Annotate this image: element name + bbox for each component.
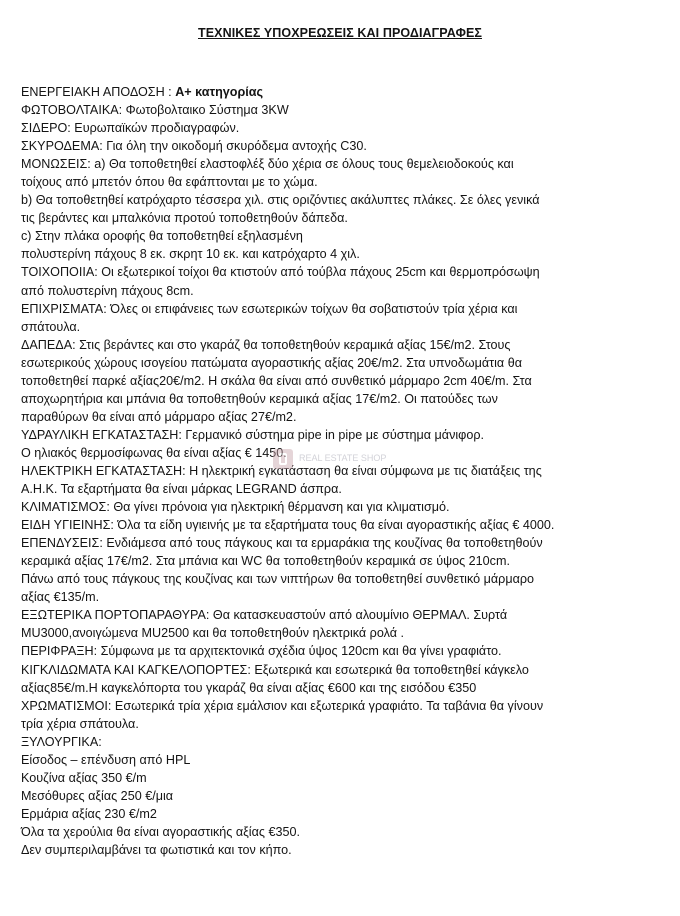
document-line [21,336,661,354]
document-line [21,642,661,660]
document-line [21,209,661,227]
document-line-text: ΥΔΡΑΥΛΙΚΗ ΕΓΚΑΤΑΣΤΑΣΗ: Γερμανικό σύστημα pipe in pipe με σύστημα μάνιφορ. [21,427,484,442]
document-line [21,191,661,209]
document-line-text: ΜΟΝΩΣΕΙΣ: a) Θα τοποθετηθεί ελαστοφλέξ δύο χέρια σε όλους τους θεμελειοδοκούς και [21,157,514,172]
document-line-text: Δεν συμπεριλαμβάνει τα φωτιστικά και τον κήπο. [21,842,292,857]
document-line-text: ΕΞΩΤΕΡΙΚΑ ΠΟΡΤΟΠΑΡΑΘΥΡΑ: Θα κατασκευαστούν από αλουμίνιο ΘΕΡΜΑΛ. Συρτά [21,608,508,623]
document-line-text: Μεσόθυρες αξίας 250 €/μια [21,788,174,803]
document-line [21,408,661,426]
document-line [21,588,661,606]
document-line-text: b) Θα τοποθετηθεί κατρόχαρτο τέσσερα χιλ. στις οριζόντιες ακάλυπτες πλάκες. Σε όλες γενικά [21,193,540,208]
document-line-text: ΦΩΤΟΒΟΛΤΑΙΚΑ: Φωτοβολταικο Σύστημα 3KW [21,103,289,118]
document-line [21,354,661,372]
document-line-text: αξίας85€/m.Η καγκελόπορτα του γκαράζ θα είναι αξίας €600 και της εισόδου €350 [21,680,477,695]
document-line [21,661,661,679]
document-line-text: σπάτουλα. [21,319,81,334]
document-line-text: Όλα τα χερούλια θα είναι αγοραστικής αξίας €350. [21,824,300,839]
document-line [21,300,661,318]
energy-rating: A+ κατηγορίας [175,85,264,99]
document-line [21,263,661,281]
document-line [21,444,661,462]
document-line-text: ΧΡΩΜΑΤΙΣΜΟΙ: Εσωτερικά τρία χέρια εμάλσιον και εξωτερικά γραφιάτο. Τα ταβάνια θα γίνουν [21,698,544,713]
document-line-text: από πολυστερίνη πάχους 8cm. [21,283,194,298]
document-line [21,462,661,480]
document-line-text: ΚΛΙΜΑΤΙΣΜΟΣ: Θα γίνει πρόνοια για ηλεκτρική θέρμανση και για κλιματισμό. [21,500,450,515]
document-line-text: ΣΙΔΕΡΟ: Ευρωπαϊκών προδιαγραφών. [21,121,240,136]
document-line-text: παραθύρων θα είναι από μάρμαρο αξίας 27€/m2. [21,409,297,424]
document-line [21,841,661,859]
document-line-text: κεραμικά αξίας 17€/m2. Στα μπάνια και WC θα τοποθετηθούν κεραμικά σε ύψος 210cm. [21,554,510,569]
document-line-text: Α.Η.Κ. Τα εξαρτήματα θα είναι μάρκας LEGRAND άσπρα. [21,482,342,497]
document-line-text: ΔΑΠΕΔΑ: Στις βεράντες και στο γκαράζ θα τοποθετηθούν κεραμικά αξίας 15€/m2. Στους [21,337,511,352]
document-line-text: εσωτερικούς χώρους ισογείου πατώματα αγοραστικής αξίας 20€/m2. Στα υπνοδωμάτια θα [21,355,522,370]
document-line [21,498,661,516]
document-line-text: ΗΛΕΚΤΡΙΚΗ ΕΓΚΑΤΑΣΤΑΣΗ: Η ηλεκτρική εγκατάσταση θα είναι σύμφωνα με τις διατάξεις της [21,463,542,478]
document-line-text: τοποθετηθεί παρκέ αξίας20€/m2. Η σκάλα θα είναι από συνθετικό μάρμαρο 2cm 40€/m. Στα [21,373,532,388]
document-line [21,552,661,570]
document-line [21,787,661,805]
document-line-text: ΤΟΙΧΟΠΟΙΙΑ: Οι εξωτερικοί τοίχοι θα κτιστούν από τούβλα πάχους 25cm και θερμοπρόσωψη [21,265,540,280]
document-line [21,733,661,751]
document-line [21,282,661,300]
document-line-text: ΞΥΛΟΥΡΓΙΚΑ: [21,734,102,749]
document-line-text: Ο ηλιακός θερμοσίφωνας θα είναι αξίας € 1450. [21,445,287,460]
document-line-text: Πάνω από τους πάγκους της κουζίνας και των νιπτήρων θα τοποθετηθεί συνθετικό μάρμαρο [21,572,535,587]
document-line-text: τις βεράντες και μπαλκόνια προτού τοποθετηθούν δάπεδα. [21,211,348,226]
document-line [21,480,661,498]
document-title: ΤΕΧΝΙΚΕΣ ΥΠΟΧΡΕΩΣΕΙΣ ΚΑΙ ΠΡΟΔΙΑΓΡΑΦΕΣ [198,26,482,40]
document-line-text: Είσοδος – επένδυση από HPL [21,752,191,767]
document-line-text: ΕΠΙΧΡΙΣΜΑΤΑ: Όλες οι επιφάνειες των εσωτερικών τοίχων θα σοβατιστούν τρία χέρια και [21,301,518,316]
document-line [21,769,661,787]
document-line-text: Κουζίνα αξίας 350 €/m [21,770,147,785]
document-line [21,119,661,137]
document-line-text: αξίας €135/m. [21,590,100,605]
document-line [21,624,661,642]
document-line-text: τοίχους από μπετόν όπου θα εφάπτονται με το χώμα. [21,175,318,190]
document-line-text: MU3000,ανοιγώμενα MU2500 και θα τοποθετηθούν ηλεκτρικά ρολά . [21,626,404,641]
document-line [21,245,661,263]
document-line [21,426,661,444]
document-line [21,83,661,101]
document-line-text: ΕΝΕΡΓΕΙΑΚΗ ΑΠΟΔΟΣΗ : [21,85,176,99]
document-line [21,715,661,733]
document-line [21,372,661,390]
document-line [21,227,661,245]
document-line-text: ΕΙΔΗ ΥΓΙΕΙΝΗΣ: Όλα τα είδη υγιεινής με τα εξαρτήματα τους θα είναι αγοραστικής αξίας € 4000. [21,518,555,533]
document-line [21,606,661,624]
document-line [21,751,661,769]
document-body [21,83,661,859]
document-line [21,155,661,173]
document-line [21,516,661,534]
document-line [21,679,661,697]
document-line [21,534,661,552]
document-line-text: πολυστερίνη πάχους 8 εκ. σκρητ 10 εκ. και κατρόχαρτο 4 χιλ. [21,247,360,262]
document-line-text: αποχωρητήρια και μπάνια θα τοποθετηθούν κεραμικά αξίας 17€/m2. Οι πατούδες των [21,391,498,406]
document-line [21,101,661,119]
document-line-text: c) Στην πλάκα οροφής θα τοποθετηθεί εξηλασμένη [21,229,303,244]
document-line [21,173,661,191]
document-line-text: ΚΙΓΚΛΙΔΩΜΑΤΑ ΚΑΙ ΚΑΓΚΕΛΟΠΟΡΤΕΣ: Εξωτερικά και εσωτερικά θα τοποθετηθεί κάγκελο [21,662,529,677]
watermark-text: REAL ESTATE SHOP [299,453,387,463]
document-line-text: ΕΠΕΝΔΥΣΕΙΣ: Ενδιάμεσα από τους πάγκους και τα ερμαράκια της κουζίνας θα τοποθετηθούν [21,536,543,551]
document-line-text: τρία χέρια σπάτουλα. [21,716,139,731]
document-line [21,318,661,336]
document-line [21,390,661,408]
document-line-text: ΣΚΥΡΟΔΕΜΑ: Για όλη την οικοδομή σκυρόδεμα αντοχής C30. [21,139,367,154]
document-line [21,805,661,823]
document-line [21,137,661,155]
document-line [21,570,661,588]
document-line-text: ΠΕΡΙΦΡΑΞΗ: Σύμφωνα με τα αρχιτεκτονικά σχέδια ύψος 120cm και θα γίνει γραφιάτο. [21,644,502,659]
document-line [21,823,661,841]
document-line [21,697,661,715]
document-line-text: Ερμάρια αξίας 230 €/m2 [21,806,157,821]
